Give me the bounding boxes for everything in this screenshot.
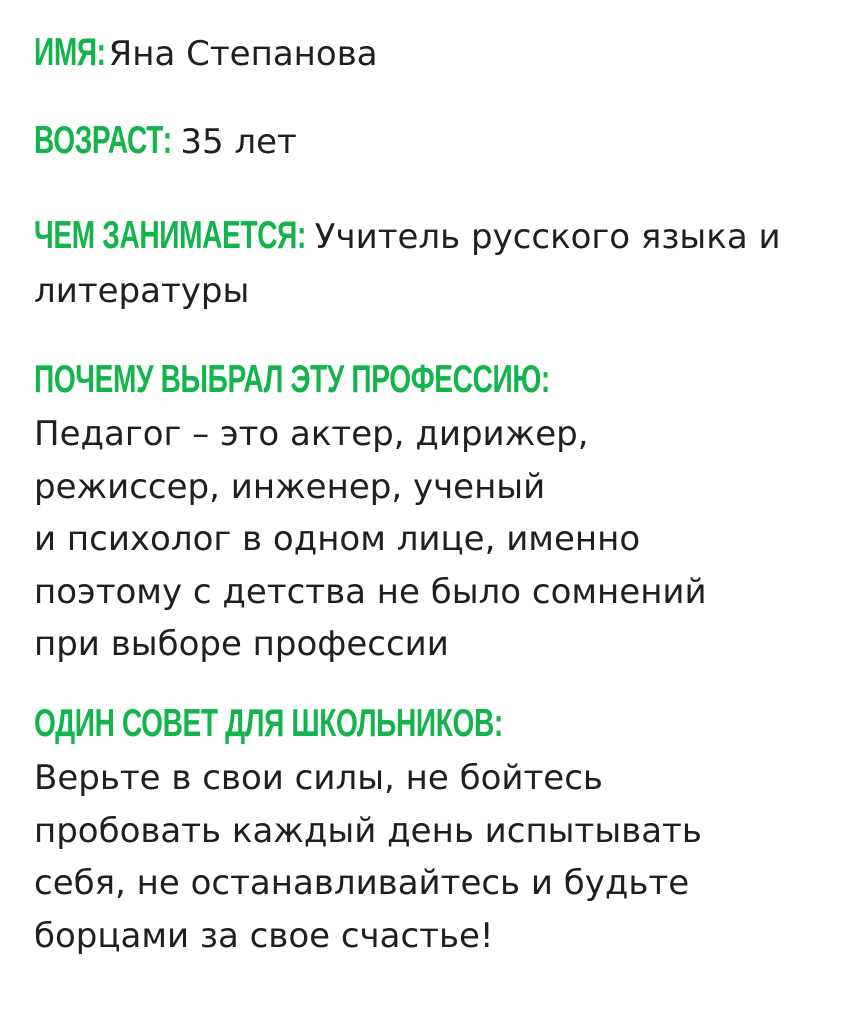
age-label: ВОЗРАСТ: — [34, 119, 172, 162]
occupation-label: ЧЕМ ЗАНИМАЕТСЯ: — [34, 214, 306, 257]
why-profession-label: ПОЧЕМУ ВЫБРАЛ ЭТУ ПРОФЕССИЮ: — [34, 358, 550, 401]
advice-label: ОДИН СОВЕТ ДЛЯ ШКОЛЬНИКОВ: — [34, 702, 503, 745]
age-value: 35 лет — [180, 122, 297, 162]
advice-text: Верьте в свои силы, не бойтесь пробовать каждый день испытывать себя, не останавливайтесь и будьте борцами за свое счастье! — [34, 758, 702, 956]
age-field — [34, 116, 297, 168]
name-field — [34, 28, 378, 80]
why-profession-text: Педагог – это актер, дирижер, режиссер, инженер, ученый и психолог в одном лице, именно поэтому с детства не было сомнений при выборе профессии — [34, 414, 707, 664]
name-label: ИМЯ: — [34, 31, 106, 74]
advice-field — [34, 700, 702, 962]
name-value: Яна Степанова — [108, 34, 378, 74]
why-profession-field — [34, 356, 751, 671]
occupation-field — [34, 210, 844, 318]
occupation-value: Учитель русского языка и литературы — [34, 217, 781, 311]
